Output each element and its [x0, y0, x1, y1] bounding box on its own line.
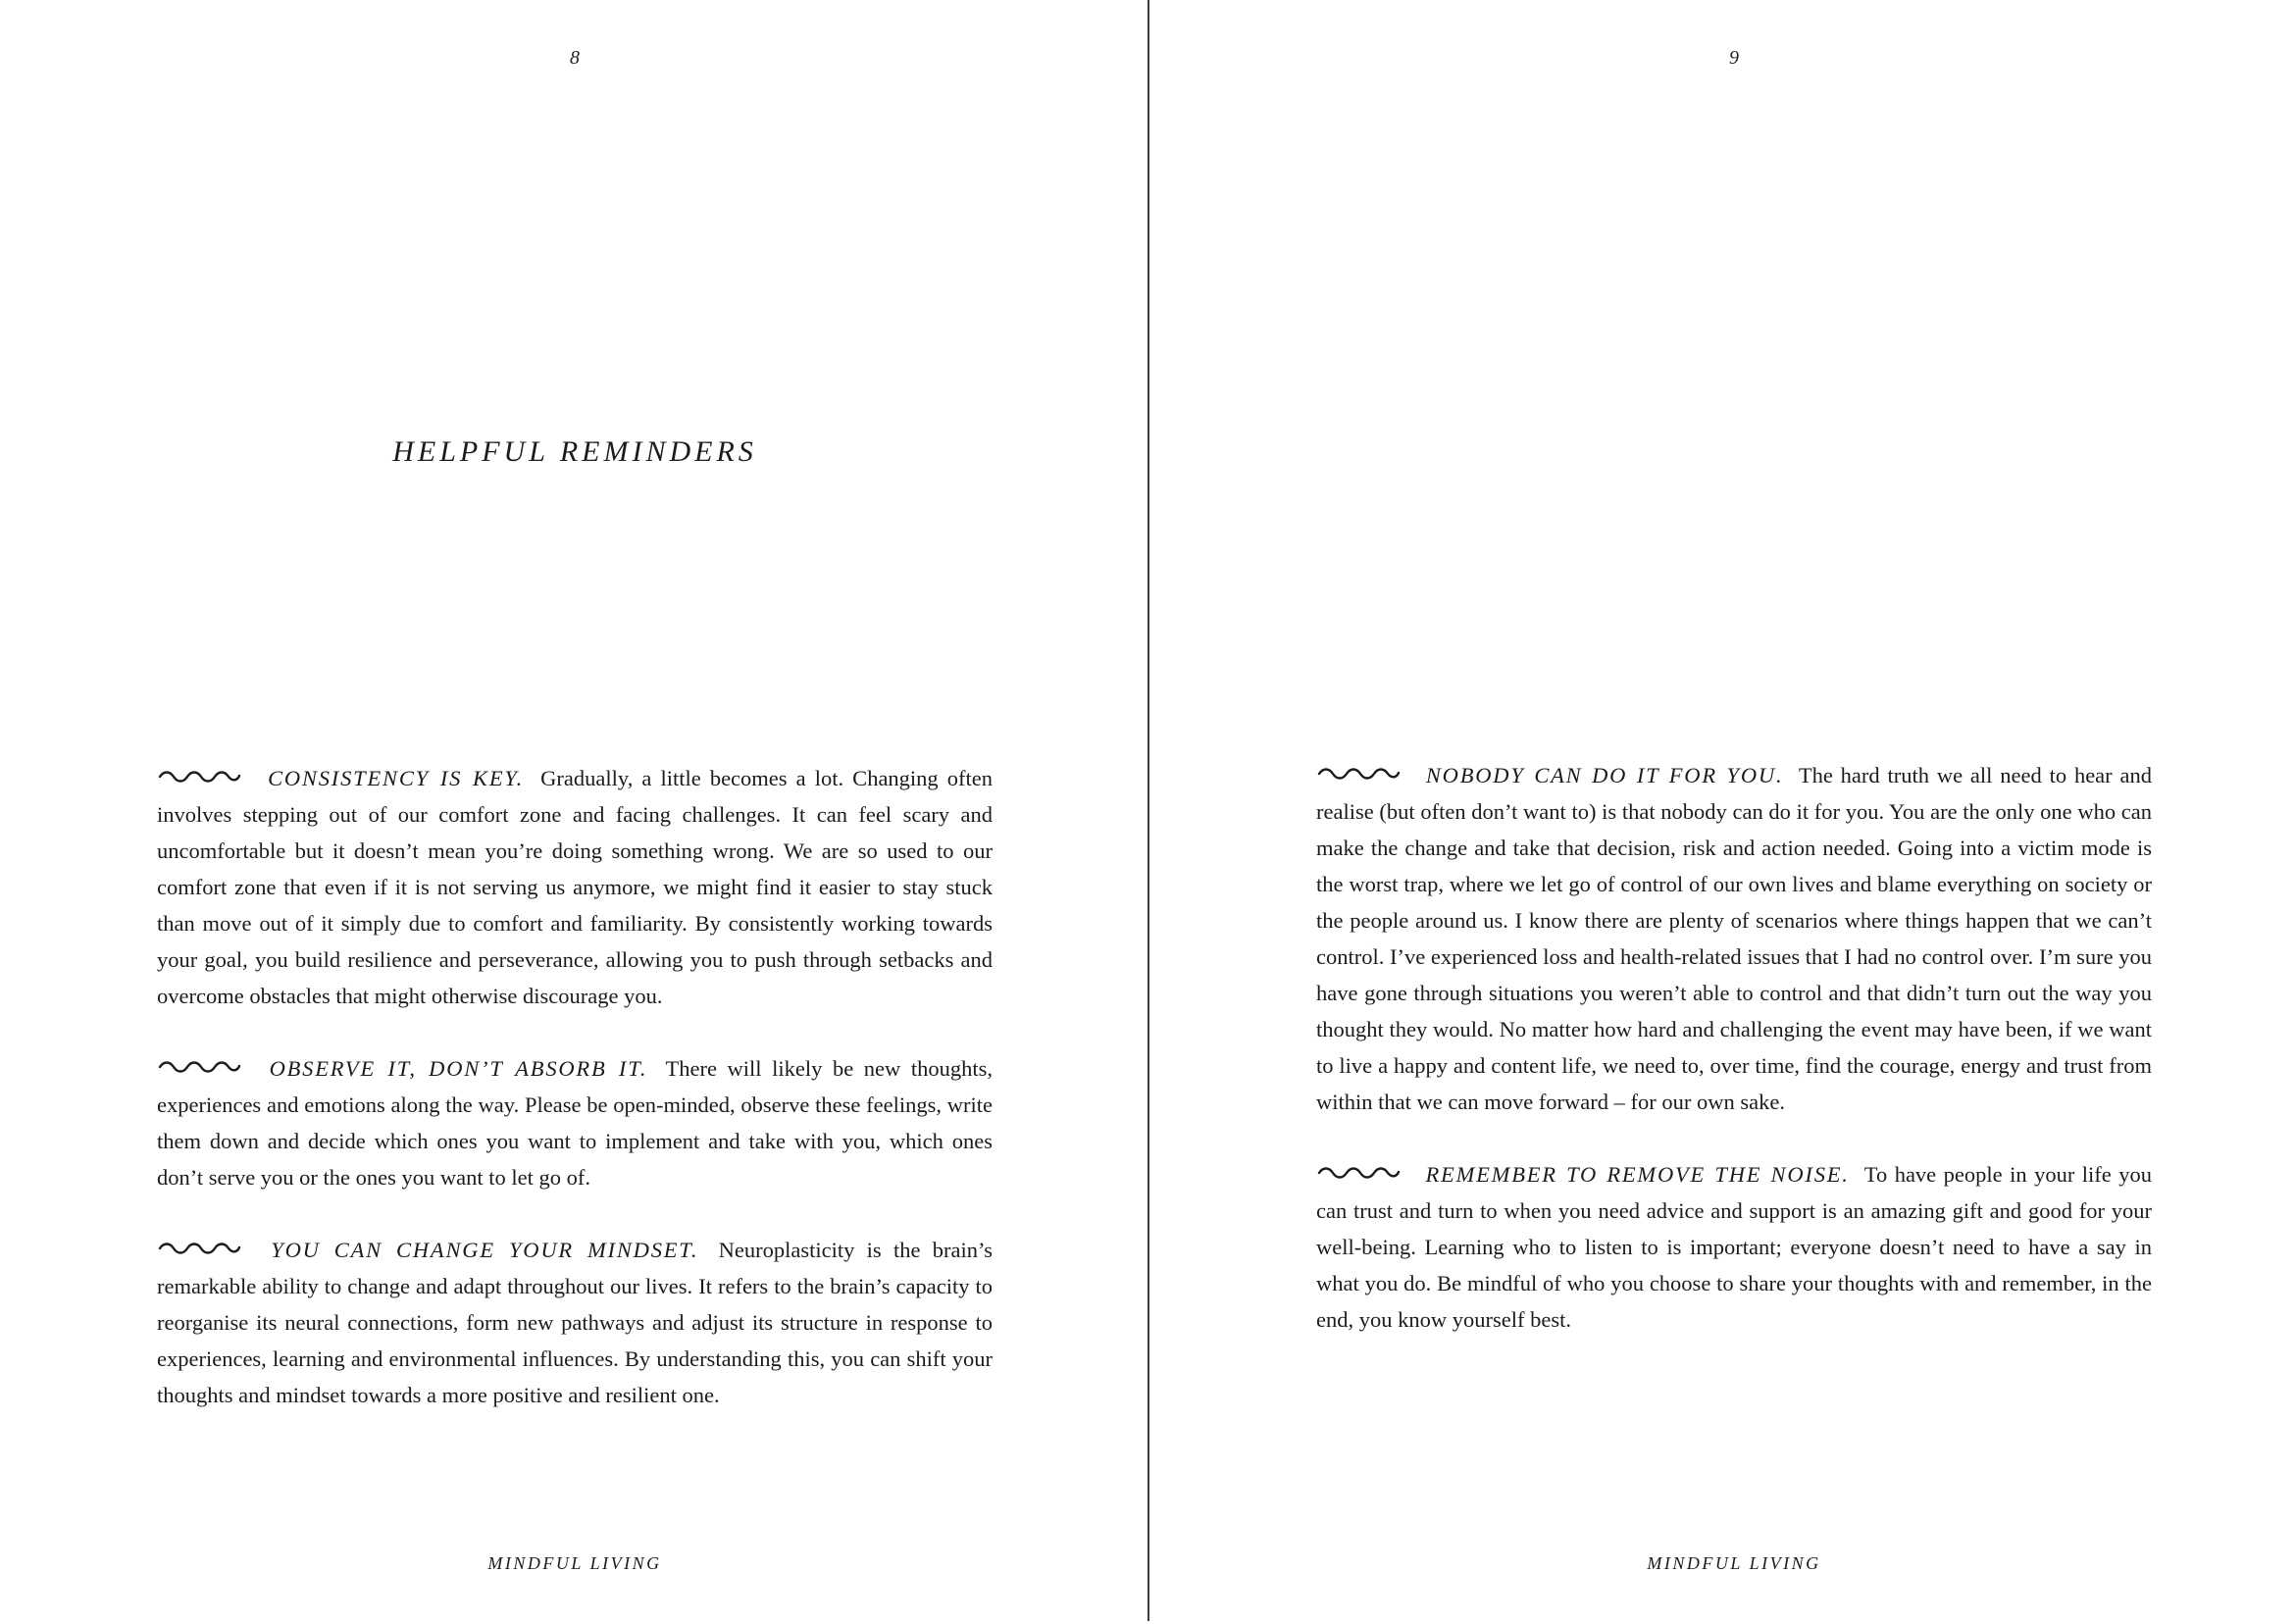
body-paragraph	[157, 760, 993, 1014]
squiggle-icon	[157, 1058, 241, 1074]
page-right	[1316, 0, 2152, 1624]
page-left	[157, 0, 993, 1624]
chapter-title: HELPFUL REMINDERS	[392, 435, 757, 468]
paragraph-lead: OBSERVE IT, DON’T ABSORB IT.	[269, 1056, 648, 1081]
paragraph-text: To have people in your life you can trust and turn to when you need advice and support is an amazing gift and good for your well-being. Learning who to listen to is important; everyone doesn’t need to have a say in what you do. Be mindful of who you choose to share your thoughts with and remember, in the end, you know yourself best.	[1316, 1162, 2152, 1332]
left-page-paragraphs	[157, 760, 993, 1413]
paragraph-text: There will likely be new thoughts, experiences and emotions along the way. Please be open-minded, observe these feelings, write them down and decide which ones you want to implement and take with you, which ones don’t serve you or the ones you want to let go of.	[157, 1056, 993, 1190]
right-page-paragraphs	[1316, 757, 2152, 1338]
paragraph-lead: CONSISTENCY IS KEY.	[268, 766, 525, 790]
paragraph-text: The hard truth we all need to hear and realise (but often don’t want to) is that nobody can do it for you. You are the only one who can make the change and take that decision, risk and action needed. Going into a victim mode is the worst trap, where we let go of control of our own lives and blame everything on society or the people around us. I know there are plenty of scenarios where things happen that we can’t control. I’ve experienced loss and health-related issues that I had no control over. I’m sure you have gone through situations you weren’t able to control and that didn’t turn out the way you thought they would. No matter how hard and challenging the event may have been, if we want to live a happy and content life, we need to, over time, find the courage, energy and trust from within that we can move forward – for our own sake.	[1316, 763, 2153, 1114]
page-number-left: 8	[570, 47, 580, 69]
paragraph-lead: NOBODY CAN DO IT FOR YOU.	[1425, 763, 1784, 787]
running-footer-left: MINDFUL LIVING	[487, 1553, 662, 1573]
squiggle-icon	[157, 1240, 241, 1255]
squiggle-icon	[1316, 1164, 1401, 1180]
running-footer-right: MINDFUL LIVING	[1647, 1553, 1821, 1573]
squiggle-icon	[157, 768, 241, 784]
body-paragraph	[157, 1232, 993, 1413]
page-divider	[1148, 0, 1149, 1621]
body-paragraph	[1316, 757, 2152, 1120]
page-number-right: 9	[1729, 47, 1739, 69]
paragraph-text: Gradually, a little becomes a lot. Changing often involves stepping out of our comfort zone and facing challenges. It can feel scary and uncomfortable but it doesn’t mean you’re doing something wrong. We are so used to our comfort zone that even if it is not serving us anymore, we might find it easier to stay stuck than move out of it simply due to comfort and familiarity. By consistently working towards your goal, you build resilience and perseverance, allowing you to push through setbacks and overcome obstacles that might otherwise discourage you.	[157, 766, 993, 1008]
paragraph-lead: REMEMBER TO REMOVE THE NOISE.	[1425, 1162, 1850, 1187]
paragraph-lead: YOU CAN CHANGE YOUR MINDSET.	[271, 1238, 699, 1262]
squiggle-icon	[1316, 765, 1401, 781]
paragraph-text: Neuroplasticity is the brain’s remarkable ability to change and adapt throughout our lives. It refers to the brain’s capacity to reorganise its neural connections, form new pathways and adjust its structure in response to experiences, learning and environmental influences. By understanding this, you can shift your thoughts and mindset towards a more positive and resilient one.	[157, 1238, 993, 1407]
body-paragraph	[1316, 1156, 2152, 1338]
body-paragraph	[157, 1050, 993, 1195]
